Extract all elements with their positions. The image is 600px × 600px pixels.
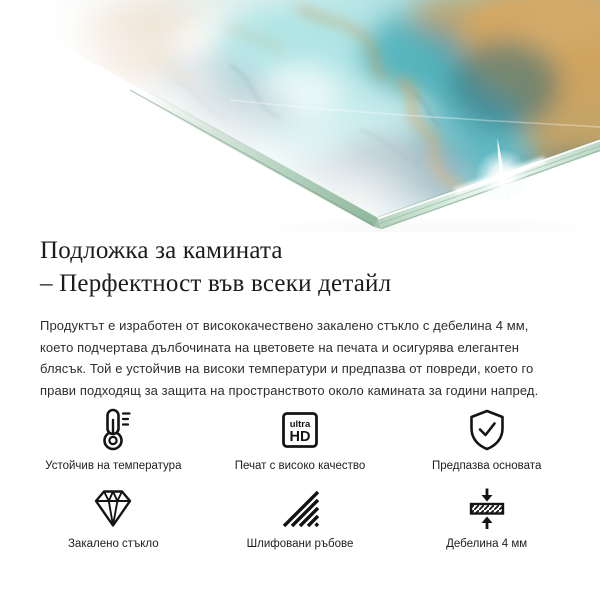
ultra-hd-icon xyxy=(277,404,323,456)
section-title-line-1: Подложка за камината xyxy=(40,237,283,264)
feature-label: Шлифовани ръбове xyxy=(246,538,354,550)
ultra-hd-icon-text-bottom: HD xyxy=(289,429,311,445)
thermometer-icon xyxy=(90,404,136,456)
diamond-icon xyxy=(90,482,136,534)
product-hero-image xyxy=(0,0,600,232)
feature-label: Предпазва основата xyxy=(431,460,542,472)
section-title-line-2: – Перфектност във всеки детайл xyxy=(40,270,392,297)
polished-edges-icon xyxy=(277,482,323,534)
feature-item-thickness xyxy=(393,482,580,550)
feature-label: Устойчив на температура xyxy=(45,460,182,472)
thickness-icon xyxy=(464,482,510,534)
feature-label: Дебелина 4 мм xyxy=(446,538,528,550)
feature-item-protection xyxy=(393,404,580,472)
feature-item-polished-edges xyxy=(207,482,394,550)
product-description: Продуктът е изработен от висококачествено закалено стъкло с дебелина 4 мм, което подчертава дълбочината на цветовете на печата и осигурява елегантен блясък. Той е устойчив на високи температури и предпазва от повреди, което го прави подходящ за защита на пространството около камината за години напред. xyxy=(40,318,539,398)
section-title xyxy=(40,234,580,300)
features-grid xyxy=(20,404,580,560)
feature-item-temperature xyxy=(20,404,207,472)
shield-check-icon xyxy=(464,404,510,456)
feature-label: Печат с високо качество xyxy=(234,460,366,472)
feature-item-tempered-glass xyxy=(20,482,207,550)
feature-label: Закалено стъкло xyxy=(67,538,159,550)
ultra-hd-icon-text-top: ultra xyxy=(289,419,311,430)
feature-item-print-quality xyxy=(207,404,394,472)
